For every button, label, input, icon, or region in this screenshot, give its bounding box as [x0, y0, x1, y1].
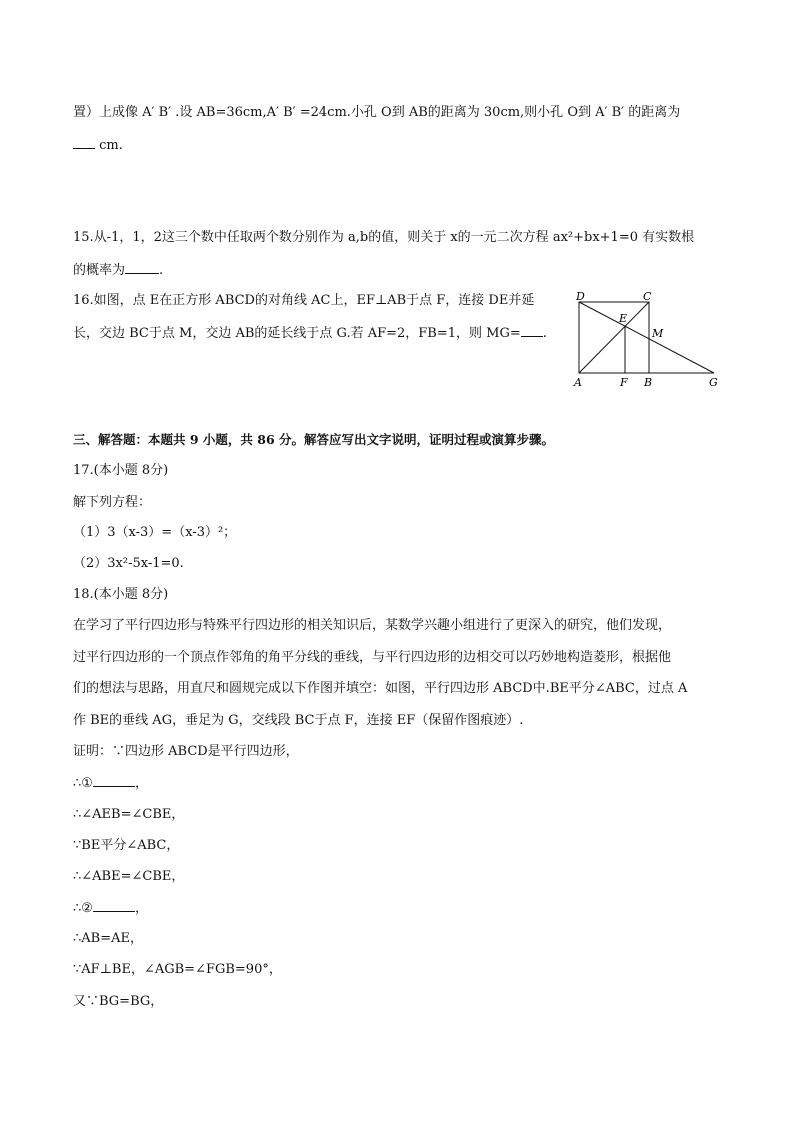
q16-figure — [568, 286, 728, 392]
q18-p1: 在学习了平行四边形与特殊平行四边形的相关知识后，某数学兴趣小组进行了更深入的研究，他们发现， — [73, 618, 672, 633]
proof-line-8: ∵AF⊥BE，∠AGB=∠FGB=90°， — [73, 962, 282, 977]
q17-eq2: （2）3x²-5x-1=0. — [73, 556, 184, 571]
q17-header: 17.(本小题 8分) — [73, 463, 169, 478]
label-m: M — [652, 327, 664, 340]
line-dg — [579, 302, 714, 373]
q15-answer-blank[interactable] — [125, 261, 159, 274]
proof-line-5: ∴∠ABE=∠CBE， — [73, 869, 185, 884]
q16-text: 长，交边 BC于点 M，交边 AB的延长线于点 G.若 AF=2，FB=1，则 MG= — [73, 326, 521, 341]
proof-line-4: ∵BE平分∠ABC， — [73, 838, 180, 853]
label-g: G — [709, 376, 718, 389]
q15-text: 的概率为 — [73, 263, 126, 278]
section3-title: 三、解答题：本题共 9 小题，共 86 分。解答应写出文字说明，证明过程或演算步骤。 — [73, 432, 555, 447]
label-a: A — [574, 376, 582, 389]
q14-unit: cm. — [99, 138, 123, 153]
q18-p3: 们的想法与思路，用直尺和圆规完成以下作图并填空：如图，平行四边形 ABCD中.BE平分∠ABC，过点 A — [73, 681, 688, 696]
q14-line2 — [73, 136, 123, 155]
proof-line-1: 证明：∵四边形 ABCD是平行四边形， — [73, 744, 299, 759]
q18-header: 18.(本小题 8分) — [73, 587, 169, 602]
q14-answer-blank[interactable] — [73, 136, 95, 149]
q16-period: . — [542, 326, 547, 341]
q18-p2: 过平行四边形的一个顶点作邻角的角平分线的垂线，与平行四边形的边相交可以巧妙地构造菱形，根据他 — [73, 650, 672, 665]
q15-line2 — [73, 261, 163, 280]
q15-period: . — [159, 263, 164, 278]
q18-p4: 作 BE的垂线 AG，垂足为 G，交线段 BC于点 F，连接 EF（保留作图痕迹）. — [73, 713, 524, 728]
proof-step-2: ∴② — [73, 901, 93, 916]
proof-step-1: ∴① — [73, 776, 93, 791]
q16-answer-blank[interactable] — [521, 324, 543, 337]
proof-line-3: ∴∠AEB=∠CBE， — [73, 807, 185, 822]
proof-blank-1[interactable] — [93, 774, 135, 787]
q17-prompt: 解下列方程： — [73, 495, 152, 510]
proof-line-6 — [73, 899, 148, 918]
label-f: F — [620, 376, 628, 389]
q17-eq1: （1）3（x-3）=（x-3）²； — [73, 525, 237, 540]
label-e: E — [619, 312, 628, 325]
q14-line1: 置）上成像 A′ B′ .设 AB=36cm,A′ B′ =24cm.小孔 O到 AB的距离为 30cm,则小孔 O到 A′ B′ 的距离为 — [73, 105, 681, 120]
proof-line-7: ∴AB=AE， — [73, 931, 143, 946]
diagonal-ac — [579, 302, 649, 373]
proof-step-2-comma: ， — [134, 901, 148, 916]
q15-line1: 15.从-1，1，2这三个数中任取两个数分别作为 a,b的值，则关于 x的一元二次方程 ax²+bx+1=0 有实数根 — [73, 230, 695, 245]
proof-step-1-comma: ， — [134, 776, 148, 791]
label-c: C — [643, 290, 652, 303]
q16-line2 — [73, 324, 547, 343]
proof-line-2 — [73, 774, 148, 793]
proof-blank-2[interactable] — [93, 899, 135, 912]
q16-line1: 16.如图，点 E在正方形 ABCD的对角线 AC上，EF⊥AB于点 F，连接 DE并延 — [73, 293, 535, 308]
label-b: B — [644, 376, 653, 389]
label-d: D — [576, 290, 585, 303]
proof-line-9: 又∵BG=BG， — [73, 994, 164, 1009]
